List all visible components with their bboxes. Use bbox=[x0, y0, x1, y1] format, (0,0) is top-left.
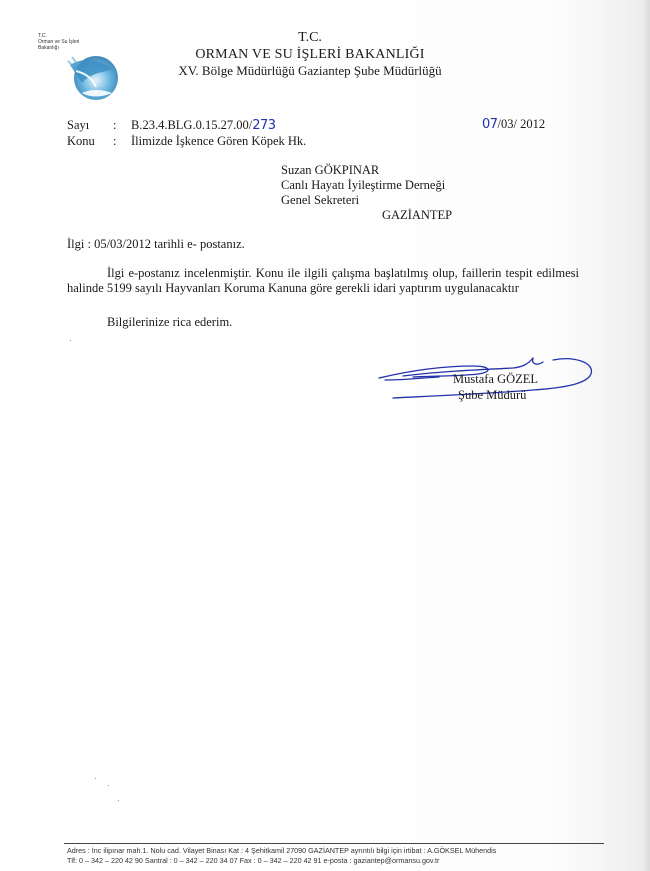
scan-speck bbox=[118, 800, 119, 801]
ilgi-line: İlgi : 05/03/2012 tarihli e- postanız. bbox=[67, 237, 245, 251]
date bbox=[482, 117, 545, 132]
logo-line-3: Bakanlığı bbox=[38, 45, 59, 51]
scan-shadow bbox=[642, 0, 650, 871]
header-ministry: ORMAN VE SU İŞLERİ BAKANLIĞI bbox=[195, 47, 425, 62]
letterhead bbox=[150, 30, 470, 79]
footer-address: Adres : İnc ilipınar mah.1. Nolu cad. Vilayet Binası Kat : 4 Şehitkamil 27090 GAZİANTEP ayrıntılı bilgi için irtibat : A.GÖKSEL Mühendis bbox=[67, 846, 497, 855]
logo-line-1: T.C. bbox=[38, 33, 47, 39]
water-leaf-emblem-icon bbox=[60, 43, 122, 103]
sayi-value: B.23.4.BLG.0.15.27.00/ bbox=[131, 118, 253, 132]
signatory-name: Mustafa GÖZEL bbox=[453, 372, 539, 386]
header-tc: T.C. bbox=[298, 30, 322, 45]
footer bbox=[67, 846, 496, 866]
recipient-block bbox=[281, 163, 452, 223]
konu-row: Konu : İlimizde İşkence Gören Köpek Hk. bbox=[67, 134, 307, 148]
logo-line-2: Orman ve Su İşleri bbox=[38, 39, 80, 45]
scan-speck bbox=[108, 785, 109, 786]
sayi-row: Sayı : B.23.4.BLG.0.15.27.00/273 bbox=[67, 118, 276, 133]
date-handwritten-day: 07 bbox=[482, 117, 498, 132]
signature-block bbox=[373, 350, 603, 410]
date-printed: /03/ 2012 bbox=[497, 117, 546, 131]
recipient-city: GAZİANTEP bbox=[382, 208, 453, 222]
header-directorate: XV. Bölge Müdürlüğü Gaziantep Şube Müdürlüğü bbox=[178, 63, 442, 78]
ministry-logo bbox=[38, 33, 128, 103]
scan-speck bbox=[70, 340, 71, 341]
signatory-title: Şube Müdürü bbox=[458, 388, 527, 402]
recipient-org: Canlı Hayatı İyileştirme Derneği bbox=[281, 178, 446, 192]
sayi-label: Sayı bbox=[67, 118, 90, 132]
scan-speck bbox=[95, 778, 96, 779]
recipient-position: Genel Sekreteri bbox=[281, 193, 360, 207]
body-paragraph-1: İlgi e-postanız incelenmiştir. Konu ile ilgili çalışma başlatılmış olup, faillerin tespit edilmesi halinde 5199 sayılı Hayvanları Koruma Kanuna göre gerekli idari yaptırım uygulanacaktır bbox=[67, 266, 579, 295]
konu-label: Konu bbox=[67, 134, 95, 148]
body-paragraph-2: Bilgilerinize rica ederim. bbox=[107, 315, 233, 329]
sayi-handwritten-number: 273 bbox=[252, 118, 276, 133]
konu-value: İlimizde İşkence Gören Köpek Hk. bbox=[131, 134, 307, 148]
footer-contacts: Tlf: 0 – 342 – 220 42 90 Santral : 0 – 342 – 220 34 07 Fax : 0 – 342 – 220 42 91 e-posta : gaziantep@ormansu.gov.tr bbox=[67, 856, 440, 865]
footer-divider bbox=[64, 843, 604, 844]
recipient-name: Suzan GÖKPINAR bbox=[281, 163, 380, 177]
